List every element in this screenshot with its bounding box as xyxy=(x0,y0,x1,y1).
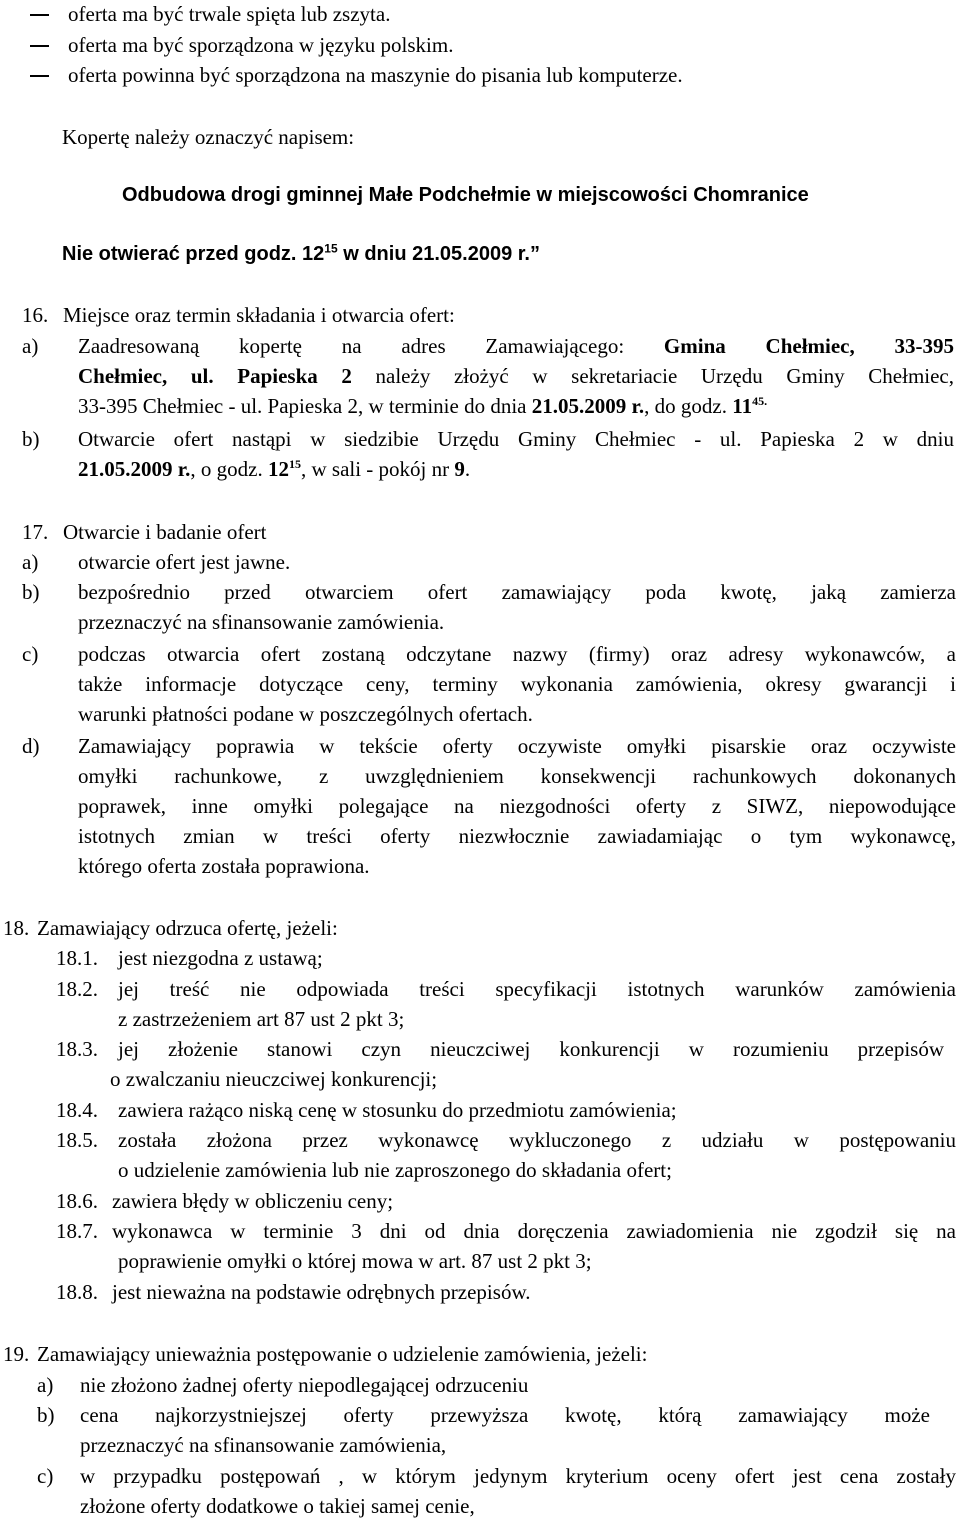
item-label: c) xyxy=(22,642,39,666)
s19-c-line: w przypadku postępowań , w którym jedynym kryterium oceny ofert jest cena zostały xyxy=(80,1464,956,1488)
item-label: 18.8. xyxy=(56,1280,98,1304)
deadline-date: 21.05.2009 r. xyxy=(531,394,645,418)
s18-6-text: zawiera błędy w obliczeniu ceny; xyxy=(112,1189,394,1213)
text: 33-395 Chełmiec - ul. Papieska 2, w terminie do dnia xyxy=(78,394,527,418)
item-label: c) xyxy=(37,1464,54,1488)
bullet-item: oferta powinna być sporządzona na maszynie do pisania lub komputerze. xyxy=(68,63,683,87)
item-label: 18.1. xyxy=(56,946,98,970)
opening-hour-sup: 15 xyxy=(288,457,301,471)
s18-5-line: o udzielenie zamówienia lub nie zaproszonego do składania ofert; xyxy=(118,1158,672,1182)
s16-a-line-3 xyxy=(78,393,767,419)
section-16-number: 16. xyxy=(22,303,49,327)
item-label: 18.5. xyxy=(56,1128,98,1152)
s17-d-line: którego oferta została poprawiona. xyxy=(78,854,370,878)
s19-b-line: przeznaczyć na sfinansowanie zamówienia, xyxy=(80,1433,447,1457)
item-label: b) xyxy=(37,1403,55,1427)
bold-address: Gmina Chełmiec, 33-395 xyxy=(663,334,954,358)
s17-d-line: omyłki rachunkowe, z uwzględnieniem konsekwencji rachunkowych dokonanych xyxy=(78,764,956,788)
item-label: b) xyxy=(22,580,40,604)
open-date: w dniu 21.05.2009 r.” xyxy=(337,243,540,265)
s18-1-text: jest niezgodna z ustawą; xyxy=(118,946,323,970)
s18-2-line: z zastrzeżeniem art 87 ust 2 pkt 3; xyxy=(118,1007,405,1031)
section-17-number: 17. xyxy=(22,520,49,544)
open-hour-sup: 15 xyxy=(324,241,338,256)
bullet-item: oferta ma być sporządzona w języku polskim. xyxy=(68,33,454,57)
s18-7-line: poprawienie omyłki o której mowa w art. 87 ust 2 pkt 3; xyxy=(118,1249,592,1273)
s19-b-line: cena najkorzystniejszej oferty przewyższa kwotę, którą zamawiający może xyxy=(80,1403,930,1427)
deadline-hour-sup: 45. xyxy=(752,394,768,408)
item-label: 18.3. xyxy=(56,1037,98,1061)
section-19-heading: Zamawiający unieważnia postępowanie o udzielenie zamówienia, jeżeli: xyxy=(37,1342,648,1366)
s18-4-text: zawiera rażąco niską cenę w stosunku do przedmiotu zamówienia; xyxy=(118,1098,677,1122)
text: , o godz. xyxy=(190,457,263,481)
s17-c-line: podczas otwarcia ofert zostaną odczytane nazwy (firmy) oraz adresy wykonawców, a xyxy=(78,642,956,666)
section-18-number: 18. xyxy=(3,916,30,940)
s17-d-line: Zamawiający poprawia w tekście oferty oczywiste omyłki pisarskie oraz oczywiste xyxy=(78,734,956,758)
s19-c-line: złożone oferty dodatkowe o takiej samej cenie, xyxy=(80,1494,475,1518)
s16-b-line-2 xyxy=(78,456,470,482)
text: należy złożyć w sekretariacie Urzędu Gminy Chełmiec, xyxy=(375,364,955,388)
s16-b-line-1: Otwarcie ofert nastąpi w siedzibie Urzędu Gminy Chełmiec - ul. Papieska 2 w dniu xyxy=(78,427,954,451)
section-17-heading: Otwarcie i badanie ofert xyxy=(63,520,267,544)
envelope-title: Odbudowa drogi gminnej Małe Podchełmie w miejscowości Chomranice xyxy=(122,184,809,206)
item-label: 18.2. xyxy=(56,977,98,1001)
item-label: a) xyxy=(22,550,39,574)
item-label: a) xyxy=(22,334,39,358)
envelope-open-notice xyxy=(62,241,540,267)
item-label: 18.6. xyxy=(56,1189,98,1213)
s17-a-text: otwarcie ofert jest jawne. xyxy=(78,550,291,574)
item-label: a) xyxy=(37,1373,54,1397)
dash-bullet-icon xyxy=(30,75,49,77)
s17-b-line: przeznaczyć na sfinansowanie zamówienia. xyxy=(78,610,445,634)
section-16-heading: Miejsce oraz termin składania i otwarcia ofert: xyxy=(63,303,455,327)
text: , do godz. xyxy=(644,394,727,418)
s19-a-text: nie złożono żadnej oferty niepodlegającej odrzuceniu xyxy=(80,1373,529,1397)
s18-3-line: o zwalczaniu nieuczciwej konkurencji; xyxy=(110,1067,438,1091)
envelope-intro: Kopertę należy oznaczyć napisem: xyxy=(62,125,355,149)
bullet-item: oferta ma być trwale spięta lub zszyta. xyxy=(68,2,391,26)
text: . xyxy=(464,457,471,481)
room-number: 9 xyxy=(454,457,465,481)
open-text: Nie otwierać przed godz. 12 xyxy=(62,243,325,265)
dash-bullet-icon xyxy=(30,45,49,47)
opening-hour: 12 xyxy=(267,457,289,481)
s16-a-line-2 xyxy=(78,363,954,389)
section-18-heading: Zamawiający odrzuca ofertę, jeżeli: xyxy=(37,916,338,940)
s18-3-line: jej złożenie stanowi czyn nieuczciwej konkurencji w rozumieniu przepisów xyxy=(118,1037,944,1061)
item-label: b) xyxy=(22,427,40,451)
item-label: d) xyxy=(22,734,40,758)
s17-c-line: warunki płatności podane w poszczególnych ofertach. xyxy=(78,702,533,726)
s17-c-line: także informacje dotyczące ceny, terminy wykonania zamówienia, okresy gwarancji i xyxy=(78,672,956,696)
deadline-hour: 11 xyxy=(732,394,753,418)
bold-address: Chełmiec, ul. Papieska 2 xyxy=(78,364,352,388)
item-label: 18.7. xyxy=(56,1219,98,1243)
s16-a-line-1 xyxy=(78,333,954,359)
s18-5-line: została złożona przez wykonawcę wykluczonego z udziału w postępowaniu xyxy=(118,1128,956,1152)
s18-8-text: jest nieważna na podstawie odrębnych przepisów. xyxy=(112,1280,531,1304)
item-label: 18.4. xyxy=(56,1098,98,1122)
s17-b-line: bezpośrednio przed otwarciem ofert zamawiający poda kwotę, jaką zamierza xyxy=(78,580,956,604)
s18-2-line: jej treść nie odpowiada treści specyfikacji istotnych warunków zamówienia xyxy=(118,977,956,1001)
s17-d-line: poprawek, inne omyłki polegające na niezgodności oferty z SIWZ, niepowodujące xyxy=(78,794,956,818)
dash-bullet-icon xyxy=(30,14,49,16)
s17-d-line: istotnych zmian w treści oferty niezwłocznie zawiadamiając o tym wykonawcę, xyxy=(78,824,956,848)
text: , w sali - pokój nr xyxy=(300,457,450,481)
section-19-number: 19. xyxy=(3,1342,30,1366)
opening-date: 21.05.2009 r. xyxy=(78,457,191,481)
s18-7-line: wykonawca w terminie 3 dni od dnia doręczenia zawiadomienia nie zgodził się na xyxy=(112,1219,956,1243)
text: Zaadresowaną kopertę na adres Zamawiającego: xyxy=(78,334,625,358)
